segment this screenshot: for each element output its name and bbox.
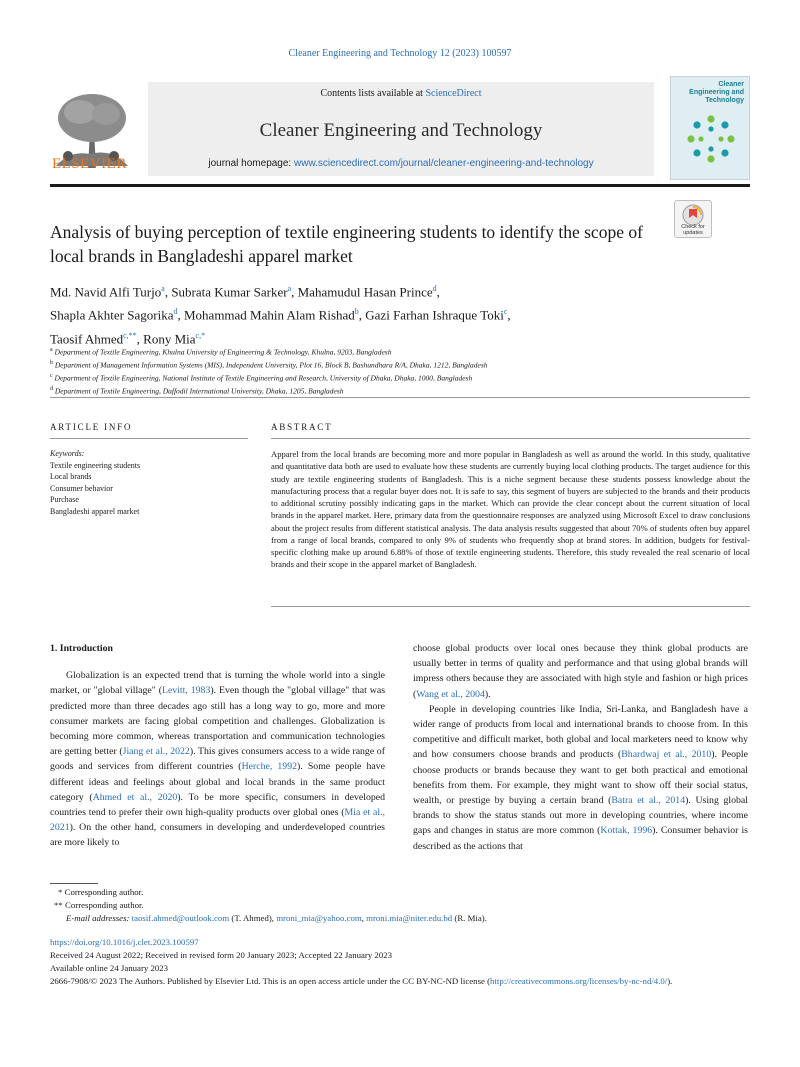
keyword-item: Bangladeshi apparel market: [50, 506, 140, 516]
citation-link[interactable]: Levitt, 1983: [161, 685, 211, 697]
abstract-rule: [271, 438, 750, 439]
crossmark-label: Check for updates: [681, 224, 705, 236]
author-affiliation-marker[interactable]: a: [161, 284, 165, 293]
homepage-prefix: journal homepage:: [208, 158, 294, 169]
sciencedirect-link[interactable]: ScienceDirect: [425, 88, 482, 99]
article-title: Analysis of buying perception of textile engineering students to identify the scope of local brands in Bangladeshi apparel market: [50, 222, 643, 266]
keyword-item: Local brands: [50, 472, 92, 482]
journal-homepage-line: [148, 158, 654, 169]
abstract-text: Apparel from the local brands are becoming more and more popular in Bangladesh as well as around the world. In this study, qualitative and quantitative data both are used to evaluate how these students are currently buying local clothing products. The target audience for this study are textile engineering students of Bangladesh. This is a niche segment because these students possess knowledge about the manufacturing process that a regular buyer does not. It is safe to say, this segment of buyers are subjected to the brands and their products to additional scrutiny possibly indicating gaps in the market. Which can provide the clear concept about the current situation of local brands in the apparel market. Here, primary data from the questionnaire responses are analyzed using Microsoft Excel to draw conclusions about the project results from different statistical analysis. The data analysis results suggested that about 70% of students often buy apparel from a range of local brands, compared to only 9% of students who frequently shop at brand stores. In addition, budgets for festival-specific clothing make up around 6.88% of those of textile engineering students. Therefore, this study revealed the real scenario of local brands and their scope in the apparel market of Bangladesh.: [271, 449, 750, 570]
affiliation-item: [50, 371, 750, 384]
keywords-list: [50, 460, 248, 518]
citation-link[interactable]: Bhardwaj et al., 2010: [621, 749, 712, 761]
author-affiliation-marker[interactable]: d: [432, 284, 437, 293]
affiliation-key: c: [50, 373, 53, 379]
license-suffix: ).: [667, 976, 673, 986]
footnote-rule: [50, 883, 98, 884]
article-info-heading: ARTICLE INFO: [50, 422, 133, 432]
author-name: Md. Navid Alfi Turjo: [50, 284, 162, 300]
corresponding-author-note-1: * Corresponding author.: [58, 887, 144, 897]
body-column-right: [413, 641, 748, 854]
author-name: Gazi Farhan Ishraque Toki: [365, 307, 504, 323]
body-column-left: [50, 641, 385, 851]
publication-info: [50, 936, 750, 988]
article-info-rule: [50, 438, 248, 439]
check-for-updates-badge[interactable]: [674, 200, 712, 238]
author-affiliation-marker[interactable]: b: [354, 307, 359, 317]
abstract-bottom-rule: [271, 606, 750, 607]
affiliation-rule: [50, 397, 750, 398]
cover-title: Cleaner Engineering and Technology: [689, 81, 744, 104]
author-separator: ,: [136, 330, 144, 346]
author-name: Taosif Ahmed: [50, 330, 124, 346]
journal-cover-thumbnail[interactable]: [670, 76, 750, 180]
email-addresses: [50, 912, 750, 925]
email-owner: (R. Mia).: [452, 913, 487, 923]
footnotes: [50, 886, 750, 925]
author-affiliation-marker[interactable]: c,*: [195, 330, 206, 340]
author-name: Mohammad Mahin Alam Rishad: [183, 307, 355, 323]
doi-link[interactable]: https://doi.org/10.1016/j.clet.2023.100597: [50, 937, 199, 947]
masthead-rule: [50, 184, 750, 187]
author-affiliation-marker[interactable]: c: [503, 307, 508, 317]
affiliation-text: Department of Management Information Systems (MIS), Independent University, Plot 16, Block B, Bashundhara R/A, Dhaka, 1212, Bangladesh: [53, 360, 488, 370]
body-text: ). On the other hand, consumers in developing and underdeveloped countries are more likely to: [50, 822, 385, 849]
body-text: People in developing countries like India, Sri-Lanka, and Bangladesh have a wider range of products from local and international brands to choose from. In this competitive and difficult market, both global and local marketers need to know why and how consumers choose brands and products (: [413, 703, 748, 761]
affiliation-text: Department of Textile Engineering, Daffodil International University, Dhaka, 1205, Bangladesh: [53, 386, 344, 396]
journal-reference[interactable]: Cleaner Engineering and Technology 12 (2023) 100597: [288, 48, 512, 59]
author-separator: ,: [164, 284, 172, 300]
keyword-item: Purchase: [50, 495, 79, 505]
author-affiliation-marker[interactable]: c,**: [123, 330, 137, 340]
body-paragraph: [413, 641, 748, 702]
citation-link[interactable]: Batra et al., 2014: [611, 795, 686, 807]
citation-link[interactable]: Wang et al., 2004: [416, 688, 485, 700]
affiliation-key: a: [50, 347, 53, 353]
received-dates: Received 24 August 2022; Received in revised form 20 January 2023; Accepted 22 January 2023: [50, 950, 393, 960]
masthead-band: [148, 82, 654, 176]
section-heading-introduction: 1. Introduction: [50, 643, 113, 654]
body-text: ). Even though the "global village" that was predicted more than three decades ago still has a long way to go, more and more consumer markets are facing global competition and challenges. Globalization is becoming more common, whereas transportation and communication technologies are getting better (: [50, 685, 386, 758]
affiliation-key: b: [50, 360, 53, 366]
email-label: E-mail addresses:: [66, 913, 132, 923]
author-affiliation-marker[interactable]: d: [173, 307, 178, 317]
journal-masthead: [50, 76, 750, 180]
affiliation-text: Department of Textile Engineering, Khulna University of Engineering & Technology, Khulna, 9203, Bangladesh: [52, 347, 392, 357]
keywords-label: Keywords:: [50, 449, 85, 458]
keyword-item: Textile engineering students: [50, 460, 141, 470]
author-separator: ,: [507, 307, 511, 323]
available-online-date: Available online 24 January 2023: [50, 963, 169, 973]
elsevier-wordmark: ELSEVIER: [52, 156, 127, 172]
citation-link[interactable]: Jiang et al., 2022: [122, 746, 190, 758]
author-name: Shapla Akhter Sagorika: [50, 307, 174, 323]
journal-homepage-link[interactable]: www.sciencedirect.com/journal/cleaner-engineering-and-technology: [294, 158, 594, 169]
corresponding-author-note-2: ** Corresponding author.: [54, 900, 144, 910]
cover-dots-graphic: [687, 115, 735, 163]
body-text: ). To be more specific, consumers in developed countries tend to prefer their own high-quality products over global ones (: [50, 791, 386, 819]
body-text: ). People choose products or brands because they want to get both practical and emotional benefits from them. For example, they might want to show off their social status, wealth, or prestige by buying a certain brand (: [413, 749, 749, 807]
email-link[interactable]: mroni.mia@niter.edu.bd: [366, 913, 453, 923]
author-name: Subrata Kumar Sarker: [171, 284, 288, 300]
email-owner: (T. Ahmed),: [229, 913, 277, 923]
author-separator: ,: [177, 307, 184, 323]
abstract-heading: ABSTRACT: [271, 422, 333, 432]
author-separator: ,: [436, 284, 440, 300]
body-text: ).: [484, 688, 491, 700]
body-text: ). Some people have different ideas and feelings about global and local brands in the same product category (: [50, 761, 385, 803]
keyword-item: Consumer behavior: [50, 483, 113, 493]
license-statement: [50, 975, 750, 988]
body-text: ). This gives consumers access to a wide range of goods and services from different countries (: [50, 746, 385, 773]
author-name: Rony Mia: [143, 330, 196, 346]
email-owner: ,: [361, 913, 367, 923]
affiliations: [50, 345, 750, 397]
license-prefix: 2666-7908/© 2023 The Authors. Published by Elsevier Ltd. This is an open access article under the CC BY-NC-ND license (: [50, 976, 491, 986]
citation-link[interactable]: Mia et al., 2021: [50, 807, 386, 834]
affiliation-key: d: [50, 386, 53, 392]
affiliation-text: Department of Textile Engineering, National Institute of Textile Engineering and Research, University of Dhaka, Dhaka, 1000, Bangladesh: [52, 373, 473, 383]
citation-link[interactable]: Ahmed et al., 2020: [92, 791, 178, 803]
keywords-block: [50, 448, 248, 518]
body-text: ). Using global brands to show the status stands out more in developing countries, where income gaps and changes in status are more common (: [413, 795, 748, 837]
author-separator: ,: [291, 284, 298, 300]
citation-link[interactable]: Kottak, 1996: [600, 825, 653, 837]
journal-name: Cleaner Engineering and Technology: [259, 120, 543, 141]
body-text: Globalization is an expected trend that is turning the whole world into a single market, or "global village" (: [50, 670, 385, 697]
crossmark-icon: [680, 204, 706, 226]
affiliation-item: [50, 384, 750, 397]
contents-prefix: Contents lists available at: [320, 88, 426, 99]
body-text: choose global products over local ones because they think global products are usually better in terms of quality and performance and that using global brands will impress others because they are associated with high style and fashion or high prices (: [413, 643, 748, 700]
author-name: Mahamudul Hasan Prince: [297, 284, 433, 300]
author-list: [50, 279, 710, 349]
contents-line: [148, 88, 654, 99]
affiliation-item: [50, 358, 750, 371]
author-affiliation-marker[interactable]: a: [287, 284, 292, 293]
body-text: ). Consumer behavior is described as the actions that: [413, 825, 748, 852]
license-link[interactable]: http://creativecommons.org/licenses/by-nc-nd/4.0/: [490, 976, 668, 986]
email-link[interactable]: mroni_mia@yahoo.com: [276, 913, 362, 923]
affiliation-item: [50, 345, 750, 358]
email-link[interactable]: taosif.ahmed@outlook.com: [131, 913, 230, 923]
body-paragraph: [413, 702, 748, 854]
body-paragraph: [50, 668, 385, 850]
citation-link[interactable]: Herche, 1992: [241, 761, 298, 773]
author-separator: ,: [358, 307, 366, 323]
